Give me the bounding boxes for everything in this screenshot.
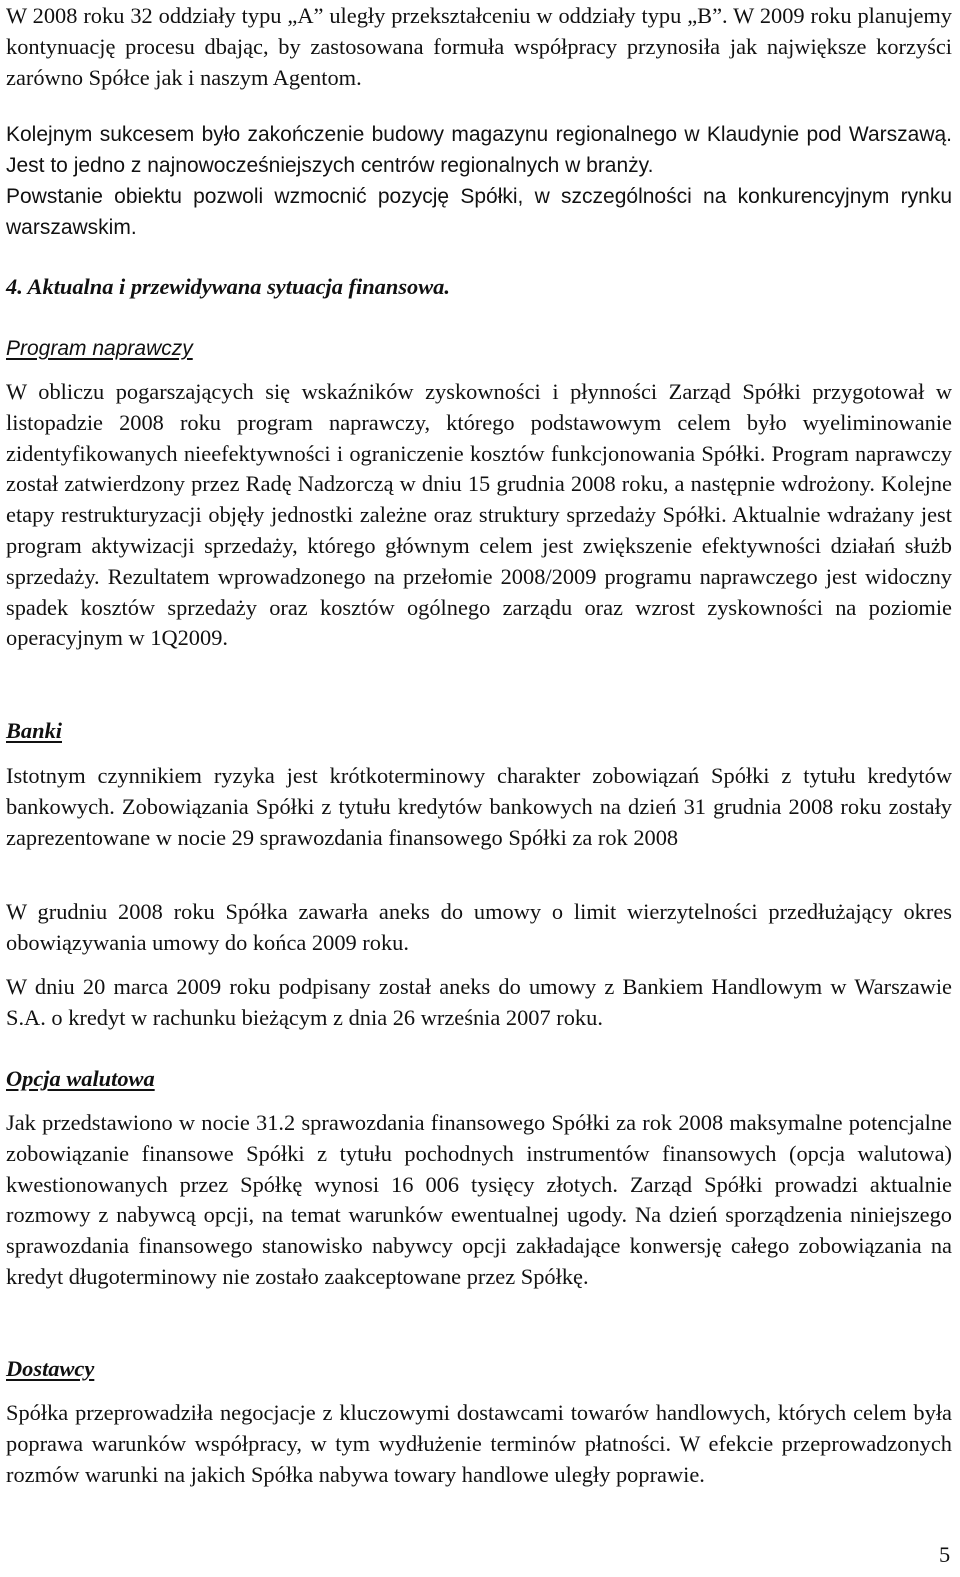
paragraph-warsaw-market: Powstanie obiektu pozwoli wzmocnić pozycję Spółki, w szczególności na konkurencyjnym rynku warszawskim. [6, 185, 952, 239]
subheading-banki: Banki [6, 718, 62, 743]
page-number: 5 [939, 1542, 951, 1567]
paragraph-dostawcy: Spółka przeprowadziła negocjacje z kluczowymi dostawcami towarów handlowych, których celem była poprawa warunków współpracy, w tym wydłużenie terminów płatności. W efekcie przeprowadzonych rozmów warunki na jakich Spółka nabywa towary handlowe uległy poprawie. [6, 1400, 952, 1487]
subheading-program-naprawczy: Program naprawczy [6, 337, 193, 360]
paragraph-agents: W 2008 roku 32 oddziały typu „A” uległy przekształceniu w oddziały typu „B”. W 2009 roku planujemy kontynuację procesu dbając, by zastosowana formuła współpracy przynosiła jak największe korzyści zarówno Spółce jak i naszym Agentom. [6, 3, 952, 90]
subheading-dostawcy: Dostawcy [6, 1356, 95, 1381]
subheading-opcja-walutowa: Opcja walutowa [6, 1066, 155, 1091]
paragraph-banki-annex-december: W grudniu 2008 roku Spółka zawarła aneks do umowy o limit wierzytelności przedłużający okres obowiązywania umowy do końca 2009 roku. [6, 899, 952, 955]
paragraph-opcja-walutowa: Jak przedstawiono w nocie 31.2 sprawozdania finansowego Spółki za rok 2008 maksymalne potencjalne zobowiązanie finansowe Spółki z tytułu pochodnych instrumentów finansowych (opcja walutowa) kwestionowanych przez Spółkę wynosi 16 006 tysięcy złotych. Zarząd Spółki prowadzi aktualnie rozmowy z nabywcą opcji, na temat warunków ewentualnej ugody. Na dzień sporządzenia niniejszego sprawozdania finansowego stanowisko nabywcy opcji zakładające konwersję całego zobowiązania na kredyt długoterminowy nie zostało zaakceptowane przez Spółkę. [6, 1110, 952, 1289]
section-heading: 4. Aktualna i przewidywana sytuacja finansowa. [6, 274, 450, 299]
paragraph-warehouse: Kolejnym sukcesem było zakończenie budowy magazynu regionalnego w Klaudynie pod Warszawą. Jest to jedno z najnowocześniejszych centrów regionalnych w branży. [6, 123, 952, 177]
paragraph-banki-risk: Istotnym czynnikiem ryzyka jest krótkoterminowy charakter zobowiązań Spółki z tytułu kredytów bankowych. Zobowiązania Spółki z tytułu kredytów bankowych na dzień 31 grudnia 2008 roku zostały zaprezentowane w nocie 29 sprawozdania finansowego Spółki za rok 2008 [6, 763, 952, 850]
paragraph-program-naprawczy: W obliczu pogarszających się wskaźników zyskowności i płynności Zarząd Spółki przygotował w listopadzie 2008 roku program naprawczy, którego podstawowym celem było wyeliminowanie zidentyfikowanych nieefektywności i ograniczenie kosztów funkcjonowania Spółki. Program naprawczy został zatwierdzony przez Radę Nadzorczą w dniu 15 grudnia 2008 roku, a następnie wdrożony. Kolejne etapy restrukturyzacji objęły jednostki zależne oraz struktury sprzedaży Spółki. Aktualnie wdrażany jest program aktywizacji sprzedaży, którego głównym celem jest zwiększenie efektywności działań służb sprzedaży. Rezultatem wprowadzonego na przełomie 2008/2009 programu naprawczego jest widoczny spadek kosztów sprzedaży oraz kosztów ogólnego zarządu oraz wzrost zyskowności na poziomie operacyjnym w 1Q2009. [6, 379, 952, 651]
paragraph-banki-annex-march: W dniu 20 marca 2009 roku podpisany został aneks do umowy z Bankiem Handlowym w Warszawie S.A. o kredyt w rachunku bieżącym z dnia 26 września 2007 roku. [6, 974, 952, 1030]
